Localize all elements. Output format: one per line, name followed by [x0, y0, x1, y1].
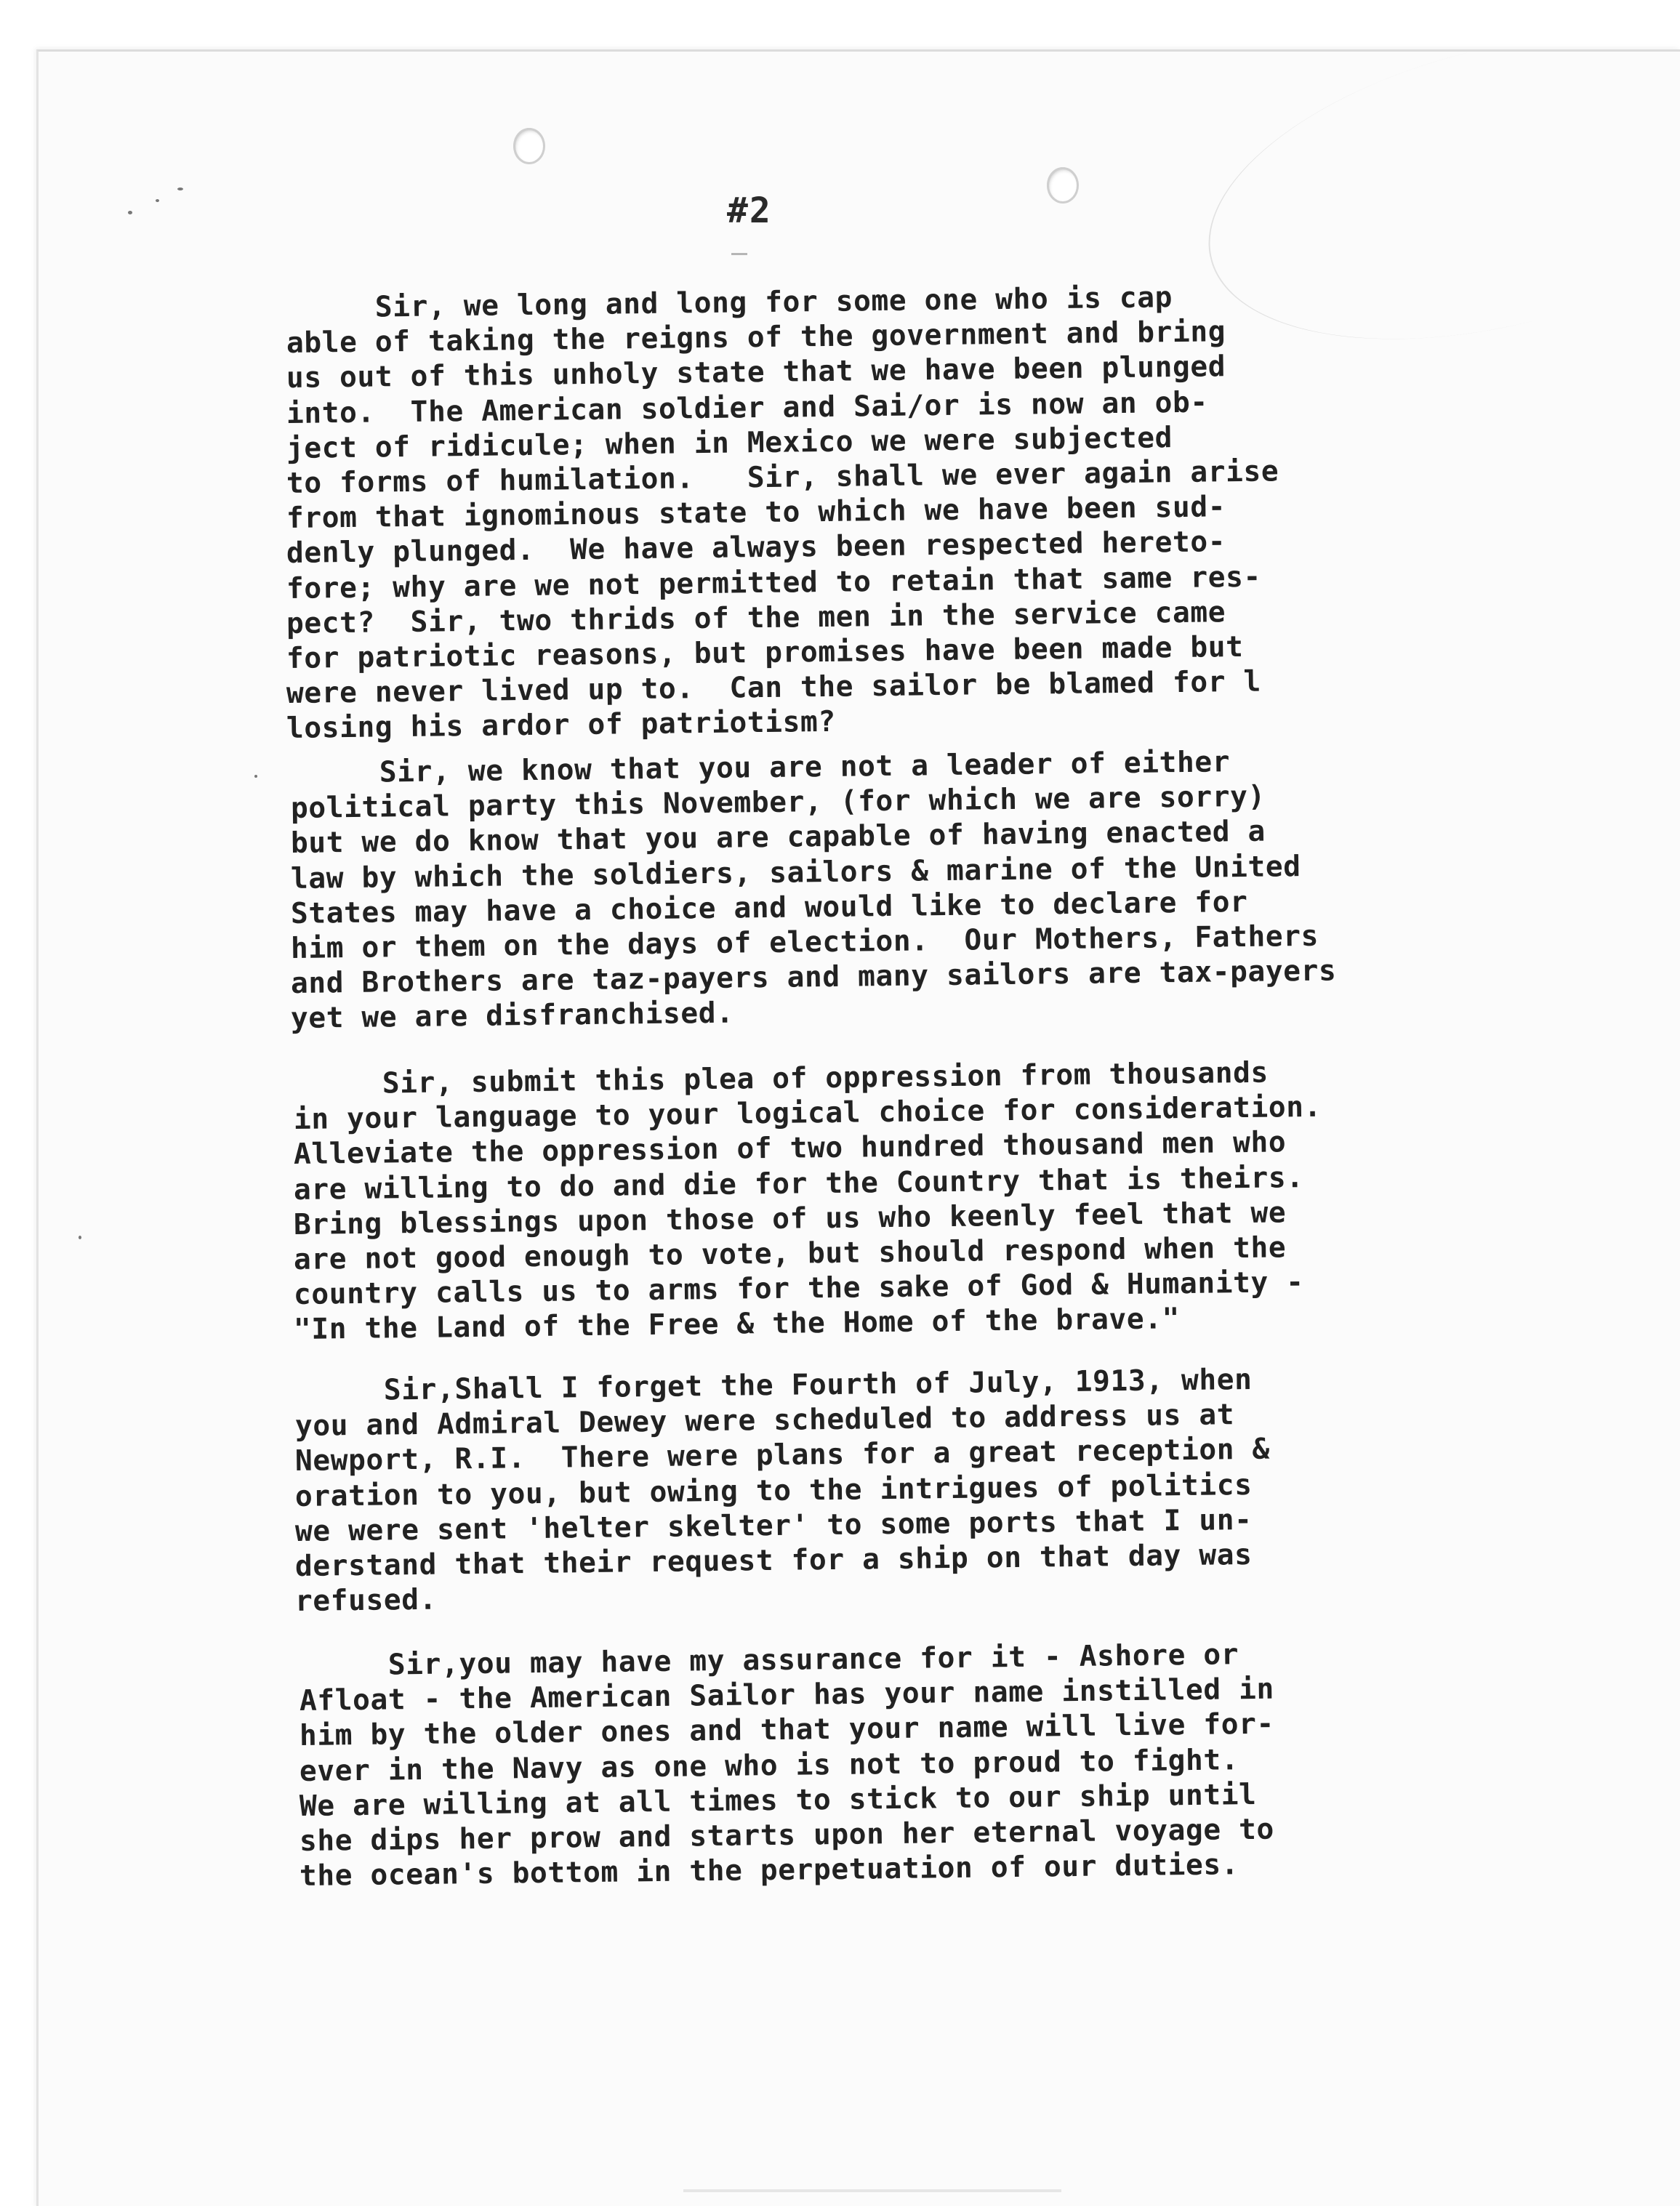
- paragraph-5: [299, 1638, 1275, 1893]
- paragraph-1: [286, 281, 1279, 746]
- text-line: Sir,you may have my assurance for it - Ashore or: [299, 1638, 1239, 1683]
- text-line: in your language to your logical choice for consideration.: [293, 1090, 1322, 1137]
- text-line: Sir, we know that you are not a leader of either: [290, 745, 1231, 790]
- paragraph-2: [290, 745, 1337, 1036]
- text-line: derstand that their request for a ship on that day was: [294, 1537, 1253, 1584]
- text-line: Alleviate the oppression of two hundred thousand men who: [293, 1125, 1287, 1172]
- text-line: we were sent 'helter skelter' to some ports that I un-: [294, 1502, 1253, 1548]
- text-line: and Brothers are taz-payers and many sailors are tax-payers: [290, 954, 1337, 1001]
- text-line: States may have a choice and would like to declare for: [290, 885, 1248, 930]
- text-line: for patriotic reasons, but promises have been made but: [286, 629, 1244, 676]
- text-line: Newport, R.I. There were plans for a great reception &: [294, 1433, 1271, 1478]
- text-line: country calls us to arms for the sake of God & Humanity -: [293, 1265, 1304, 1312]
- ink-speck: [177, 188, 183, 190]
- text-line: you and Admiral Dewey were scheduled to address us at: [294, 1398, 1235, 1444]
- text-line: Afloat - the American Sailor has your name instilled in: [299, 1672, 1275, 1718]
- text-line: political party this November, (for which we are sorry): [290, 779, 1266, 826]
- text-line: ject of ridicule; when in Mexico we were subjected: [286, 420, 1173, 465]
- text-line: are willing to do and die for the Country that is theirs.: [293, 1160, 1304, 1207]
- text-line: losing his ardor of patriotism?: [286, 705, 837, 746]
- text-line: him by the older ones and that your name will live for-: [299, 1707, 1275, 1753]
- paragraph-4: [294, 1362, 1271, 1619]
- text-line: yet we are disfranchised.: [290, 996, 734, 1036]
- paragraph-3: [293, 1055, 1322, 1348]
- text-line: but we do know that you are capable of having enacted a: [290, 815, 1266, 861]
- punch-hole-right: [1047, 167, 1079, 204]
- text-line: us out of this unholy state that we have been plunged: [286, 350, 1226, 395]
- ink-speck: [254, 775, 257, 778]
- text-line: denly plunged. We have always been respected hereto-: [286, 525, 1226, 571]
- text-line: able of taking the reigns of the government and bring: [286, 315, 1226, 361]
- ink-speck: [156, 199, 159, 202]
- dash-mark: [731, 253, 747, 255]
- text-line: were never lived up to. Can the sailor be blamed for l: [286, 664, 1262, 711]
- text-line: Sir,Shall I forget the Fourth of July, 1913, when: [294, 1362, 1253, 1408]
- text-line: Sir, submit this plea of oppression from thousands: [293, 1055, 1269, 1101]
- text-line: into. The American soldier and Sai/or is now an ob-: [286, 385, 1208, 430]
- ink-speck: [128, 211, 132, 214]
- page-number: #2: [727, 190, 772, 231]
- punch-hole-left: [513, 128, 545, 164]
- text-line: law by which the soldiers, sailors & marine of the United: [290, 849, 1301, 895]
- text-line: to forms of humilation. Sir, shall we ever again arise: [286, 454, 1279, 501]
- text-line: We are willing at all times to stick to our ship until: [299, 1777, 1257, 1823]
- text-line: refused.: [294, 1582, 438, 1619]
- text-line: Bring blessings upon those of us who keenly feel that we: [293, 1196, 1287, 1241]
- text-line: she dips her prow and starts upon her eternal voyage to: [299, 1812, 1275, 1859]
- text-line: the ocean's bottom in the perpetuation of our duties.: [299, 1848, 1239, 1893]
- ink-speck: [79, 1236, 81, 1239]
- text-line: fore; why are we not permitted to retain that same res-: [286, 560, 1262, 605]
- text-line: are not good enough to vote, but should respond when the: [293, 1231, 1287, 1277]
- text-line: from that ignominous state to which we have been sud-: [286, 490, 1226, 536]
- text-line: "In the Land of the Free & the Home of the brave.": [293, 1302, 1181, 1347]
- text-line: him or them on the days of election. Our Mothers, Fathers: [290, 919, 1319, 966]
- text-line: oration to you, but owing to the intrigues of politics: [294, 1468, 1253, 1513]
- bottom-edge-mark: [683, 2189, 1061, 2192]
- text-line: ever in the Navy as one who is not to proud to fight.: [299, 1742, 1239, 1788]
- text-line: pect? Sir, two thrids of the men in the service came: [286, 595, 1226, 640]
- text-line: Sir, we long and long for some one who is cap: [286, 281, 1173, 325]
